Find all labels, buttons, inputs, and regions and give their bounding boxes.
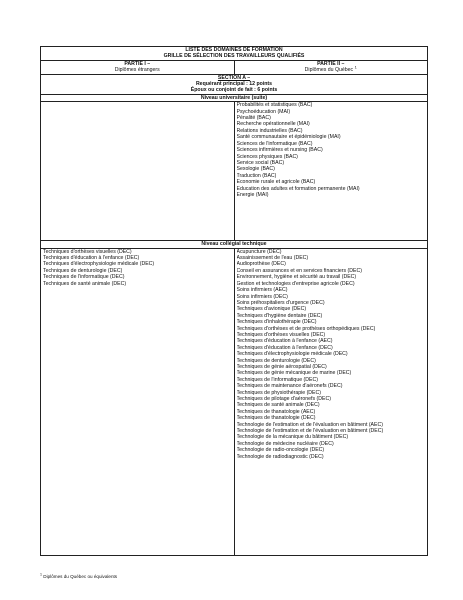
footnote-ref-mark: 1 <box>354 64 357 70</box>
list-item: Techniques de santé animale (DEC) <box>236 402 320 409</box>
list-item: Technologie de l'estimation et de l'évaluation en bâtiment (DEC) <box>236 428 384 435</box>
list-item: Soins préhospitaliers d'urgence (DEC) <box>236 299 325 306</box>
list-item: Technologie de radio-oncologie (DEC) <box>236 447 325 454</box>
list-item: Techniques de physiothérapie (DEC) <box>236 389 321 396</box>
list-item: Technologie de médecine nucléaire (DEC) <box>236 440 334 447</box>
list-item: Audioprothèse (DEC) <box>236 261 286 268</box>
list-item: Techniques de l'informatique (DEC) <box>43 274 125 281</box>
partie-2-sub: Diplômes du Québec <box>304 67 354 74</box>
list-item: Service social (BAC) <box>236 159 285 166</box>
coll-heading-row <box>41 241 428 248</box>
univ-left-cell <box>41 102 235 241</box>
univ-heading-row <box>41 94 428 101</box>
univ-heading: Niveau universitaire (suite) <box>41 94 428 101</box>
list-item: Psychoéducation (MAI) <box>236 108 291 115</box>
partie-1-label: PARTIE I – <box>124 60 151 67</box>
partie-2-sub-wrap <box>237 64 426 74</box>
list-item: Techniques d'électrophysiologie médicale (DEC) <box>43 261 155 268</box>
list-item: Traduction (BAC) <box>236 172 277 179</box>
section-req-conjoint: Époux ou conjoint de fait : 6 points <box>190 87 278 94</box>
partie-1-cell <box>41 60 235 74</box>
section-title: SECTION A – <box>217 74 251 81</box>
domain-grid-table <box>40 46 428 556</box>
list-item: Environnement, hygiène et sécurité au travail (DEC) <box>236 274 357 281</box>
coll-right-cell <box>234 248 428 555</box>
list-item: Techniques de denturologie (DEC) <box>43 267 123 274</box>
list-item: Soins infirmiers (DEC) <box>236 293 288 300</box>
list-item: Techniques d'orthèses et de prothèses orthopédiques (DEC) <box>236 325 376 332</box>
section-cell <box>41 74 428 94</box>
partie-2-label: PARTIE II – <box>317 60 345 67</box>
list-item: Recherche opérationnelle (MAI) <box>236 121 310 128</box>
coll-right-list <box>237 249 426 460</box>
list-item: Assainissement de l'eau (DEC) <box>236 255 309 262</box>
list-item: Conseil en assurances et en services financiers (DEC) <box>236 267 362 274</box>
list-item: Sciences infirmières et nursing (BAC) <box>236 147 323 154</box>
coll-content-row <box>41 248 428 555</box>
list-item: Gestion et technologies d'entreprise agricole (DEC) <box>236 280 355 287</box>
coll-left-cell <box>41 248 235 555</box>
list-item: Technologie de l'estimation et de l'évaluation en bâtiment (AEC) <box>236 421 383 428</box>
list-item: Santé communautaire et épidémiologie (MAI) <box>236 134 341 141</box>
list-item: Techniques de génie aérospatial (DEC) <box>236 363 327 370</box>
univ-content-row <box>41 102 428 241</box>
list-item: Économie rurale et agricole (BAC) <box>236 179 316 186</box>
list-item: Techniques de maintenance d'aéronefs (DEC) <box>236 383 343 390</box>
partie-2-cell <box>234 60 428 74</box>
section-req-principal: Requérant principal : 12 points <box>195 81 273 88</box>
title-row <box>41 47 428 61</box>
title-line-2: GRILLE DE SÉLECTION DES TRAVAILLEURS QUALIFIÉS <box>163 53 305 60</box>
list-item: Énergie (MAI) <box>236 191 269 198</box>
univ-right-cell <box>234 102 428 241</box>
univ-right-list <box>237 102 426 198</box>
list-item: Soins infirmiers (AEC) <box>236 287 288 294</box>
list-item: Sciences de l'informatique (BAC) <box>236 140 313 147</box>
list-item: Techniques de thanatologie (DEC) <box>236 415 316 422</box>
list-item: Techniques d'hygiène dentaire (DEC) <box>236 312 323 319</box>
list-item: Acupuncture (DEC) <box>236 248 282 255</box>
list-item: Techniques d'orthèses visuelles (DEC) <box>43 248 132 255</box>
title-line-1: LISTE DES DOMAINES DE FORMATION <box>185 47 283 53</box>
footnote-text: Diplômes du Québec ou équivalents <box>43 574 118 579</box>
list-item: Relations industrielles (BAC) <box>236 127 303 134</box>
list-item: Éducation des adultes et formation permanente (MAI) <box>236 185 360 192</box>
list-item: Techniques d'éducation à l'enfance (AEC) <box>236 338 333 345</box>
list-item: Probabilités et statistiques (BAC) <box>236 102 313 109</box>
list-item: Pénalité (BAC) <box>236 115 271 122</box>
partie-row <box>41 60 428 74</box>
title-cell <box>41 47 428 61</box>
list-item: Techniques d'avionique (DEC) <box>236 306 307 313</box>
coll-heading: Niveau collégial technique <box>41 241 428 248</box>
footnote <box>40 574 117 580</box>
partie-1-sub: Diplômes étrangers <box>114 67 160 74</box>
list-item: Techniques d'éducation à l'enfance (DEC) <box>236 344 333 351</box>
list-item: Techniques d'orthèses visuelles (DEC) <box>236 331 326 338</box>
section-row <box>41 74 428 94</box>
footnote-mark: 1 <box>40 572 42 577</box>
list-item: Techniques de pilotage d'aéronefs (DEC) <box>236 396 331 402</box>
list-item: Techniques d'éducation à l'enfance (DEC) <box>43 255 140 262</box>
list-item: Techniques d'électrophysiologie médicale (DEC) <box>236 351 348 358</box>
list-item: Sexologie (BAC) <box>236 166 275 173</box>
coll-left-list <box>43 249 232 287</box>
list-item: Techniques de génie mécanique de marine (DEC) <box>236 370 352 377</box>
list-item: Technologie de radiodiagnostic (DEC) <box>236 453 324 460</box>
list-item: Techniques de denturologie (DEC) <box>236 357 316 364</box>
list-item: Techniques de l'informatique (DEC) <box>236 376 318 383</box>
list-item: Techniques d'inhalothérapie (DEC) <box>236 319 317 326</box>
list-item: Technologie de la mécanique du bâtiment (DEC) <box>236 434 349 441</box>
list-item: Techniques de thanatologie (AEC) <box>236 408 316 415</box>
list-item: Sciences physiques (BAC) <box>236 153 298 160</box>
list-item: Techniques de santé animale (DEC) <box>43 280 127 287</box>
